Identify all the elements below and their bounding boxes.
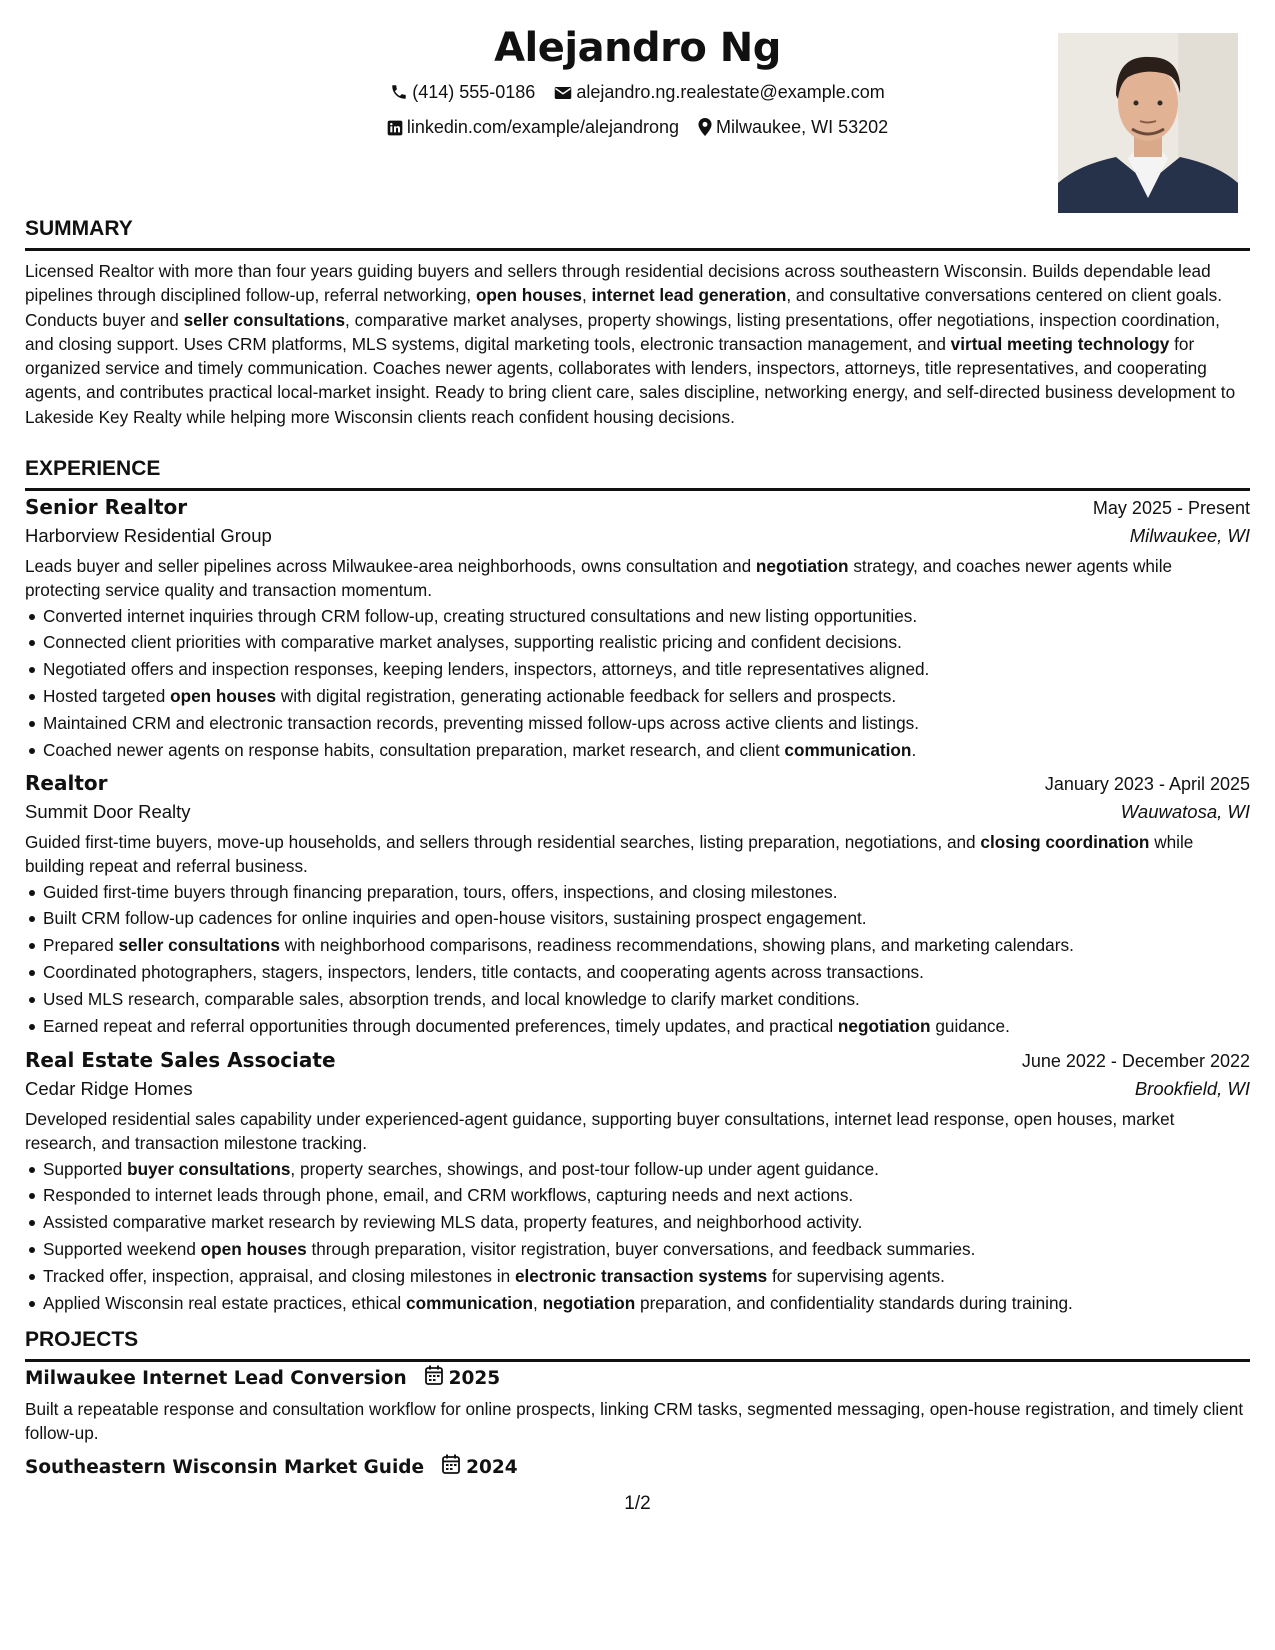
job-company: Harborview Residential Group: [25, 525, 272, 546]
text-run: Negotiated offers and inspection responses, keeping lenders, inspectors, attorneys, and title representatives aligned.: [43, 659, 930, 680]
job-bullets: [25, 603, 1250, 764]
bullet-item: [43, 986, 1250, 1013]
text-run: Hosted targeted: [43, 685, 171, 706]
text-run: Supported: [43, 1158, 128, 1179]
text-run: through preparation, visitor registration, buyer conversations, and feedback summaries.: [306, 1238, 976, 1259]
text-run: Maintained CRM and electronic transaction records, preventing missed follow-ups across active clients and listings.: [43, 712, 920, 733]
project-title: Milwaukee Internet Lead Conversion: [25, 1368, 407, 1389]
project-entry: [25, 1365, 1250, 1446]
bullet-item: [43, 879, 1250, 906]
text-run: .: [911, 739, 917, 760]
text-run: with neighborhood comparisons, readiness recommendations, showing plans, and marketing calendars.: [279, 935, 1074, 956]
project-year: 2024: [466, 1457, 518, 1478]
text-run: Prepared: [43, 935, 119, 956]
bold-keyword: electronic transaction systems: [514, 1265, 768, 1286]
email-contact[interactable]: [554, 80, 884, 107]
bold-keyword: buyer consultations: [127, 1158, 291, 1179]
bullet-item: [43, 1209, 1250, 1236]
text-run: , property searches, showings, and post-tour follow-up under agent guidance.: [290, 1158, 879, 1179]
text-run: with digital registration, generating actionable feedback for sellers and prospects.: [276, 685, 897, 706]
job-bullets: [25, 879, 1250, 1040]
job-dates: May 2025 - Present: [1092, 498, 1250, 518]
job-title-row: [25, 493, 1250, 522]
text-run: , comparative market analyses, property showings, listing presentations, offer negotiations, inspection coordination, and closing support. Uses CRM platforms, MLS systems, digital marketing tools, electronic transaction management, and: [25, 309, 1220, 354]
bullet-item: [43, 629, 1250, 656]
bullet-item: [43, 710, 1250, 737]
bullet-item: [43, 603, 1250, 630]
bold-keyword: closing coordination: [980, 832, 1150, 852]
bold-keyword: seller consultations: [118, 935, 280, 956]
bullet-item: [43, 683, 1250, 710]
bullet-item: [43, 1013, 1250, 1040]
text-run: for supervising agents.: [767, 1265, 945, 1286]
text-run: Connected client priorities with comparative market analyses, supporting realistic pricing and confident decisions.: [43, 632, 902, 653]
linkedin-icon: [387, 118, 403, 142]
job-org-row: [25, 1075, 1250, 1103]
bullet-item: [43, 959, 1250, 986]
job-title: Real Estate Sales Associate: [25, 1048, 336, 1072]
location-contact: [698, 115, 888, 142]
text-run: while building repeat and referral business.: [25, 832, 1194, 877]
job-location: Wauwatosa, WI: [1120, 801, 1250, 822]
calendar-icon: [425, 1365, 443, 1393]
text-run: Coordinated photographers, stagers, inspectors, lenders, title contacts, and cooperating agents across transactions.: [43, 961, 924, 982]
linkedin-contact[interactable]: [387, 115, 679, 142]
job-org-row: [25, 798, 1250, 826]
text-run: Supported weekend: [43, 1238, 201, 1259]
bullet-item: [43, 737, 1250, 764]
bold-keyword: seller consultations: [183, 309, 346, 330]
text-run: Converted internet inquiries through CRM follow-up, creating structured consultations and new listing opportunities.: [43, 605, 918, 626]
project-title: Southeastern Wisconsin Market Guide: [25, 1457, 425, 1478]
job-dates: June 2022 - December 2022: [1021, 1051, 1250, 1071]
text-run: Earned repeat and referral opportunities through documented preferences, timely updates, and practical: [43, 1015, 838, 1036]
bold-keyword: negotiation: [755, 556, 849, 576]
section-heading: SUMMARY: [25, 216, 1250, 251]
text-run: preparation, and confidentiality standards during training.: [635, 1292, 1073, 1313]
experience-entry: [25, 769, 1250, 1039]
bullet-item: [43, 932, 1250, 959]
text-run: , and consultative conversations centered on client goals. Conducts buyer and: [25, 285, 1223, 330]
resume-page: [25, 0, 1250, 1650]
projects-section: [25, 1327, 1250, 1362]
text-run: Guided first-time buyers through financing preparation, tours, offers, inspections, and closing milestones.: [43, 881, 838, 902]
bold-keyword: negotiation: [837, 1015, 931, 1036]
job-location: Brookfield, WI: [1134, 1078, 1250, 1099]
phone-text: (414) 555-0186: [412, 82, 536, 102]
phone-icon: [390, 83, 408, 107]
bullet-item: [43, 1182, 1250, 1209]
job-company: Cedar Ridge Homes: [25, 1078, 193, 1099]
project-description: Built a repeatable response and consultation workflow for online prospects, linking CRM tasks, segmented messaging, open-house registration, and timely client follow-up.: [25, 1399, 1244, 1444]
job-dates: January 2023 - April 2025: [1044, 774, 1250, 794]
bold-keyword: open houses: [200, 1238, 307, 1259]
bullet-item: [43, 905, 1250, 932]
bullet-item: [43, 1236, 1250, 1263]
text-run: Used MLS research, comparable sales, absorption trends, and local knowledge to clarify market conditions.: [43, 988, 860, 1009]
job-bullets: [25, 1156, 1250, 1317]
project-header: [25, 1454, 1250, 1482]
job-location: Milwaukee, WI: [1129, 525, 1250, 546]
location-text: Milwaukee, WI 53202: [716, 117, 889, 137]
bullet-item: [43, 1290, 1250, 1317]
summary-section: [25, 216, 1250, 429]
bold-keyword: virtual meeting technology: [950, 333, 1170, 354]
text-run: Responded to internet leads through phone, email, and CRM workflows, capturing needs and next actions.: [43, 1185, 854, 1206]
text-run: Guided first-time buyers, move-up households, and sellers through residential searches, listing preparation, negotiations, and: [25, 832, 981, 852]
envelope-icon: [554, 83, 572, 107]
job-title: Senior Realtor: [25, 495, 188, 519]
text-run: guidance.: [930, 1015, 1010, 1036]
map-pin-icon: [698, 118, 712, 142]
summary-text: [25, 259, 1250, 429]
bold-keyword: internet lead generation: [591, 285, 787, 306]
job-company: Summit Door Realty: [25, 801, 191, 822]
phone-contact[interactable]: [390, 80, 535, 107]
experience-entry: [25, 493, 1250, 763]
text-run: Assisted comparative market research by reviewing MLS data, property features, and neighborhood activity.: [43, 1212, 863, 1233]
text-run: Developed residential sales capability under experienced-agent guidance, supporting buyer consultations, internet lead response, open houses, market research, and transaction milestone tracking.: [25, 1109, 1175, 1154]
job-summary: [25, 554, 1250, 603]
project-year: 2025: [448, 1368, 501, 1389]
text-run: Built CRM follow-up cadences for online inquiries and open-house visitors, sustaining prospect engagement.: [43, 908, 867, 929]
text-run: Leads buyer and seller pipelines across Milwaukee-area neighborhoods, owns consultation and: [25, 556, 756, 576]
text-run: Tracked offer, inspection, appraisal, and closing milestones in: [43, 1265, 515, 1286]
bold-keyword: communication: [784, 739, 912, 760]
page-number: 1/2: [624, 1493, 651, 1514]
text-run: for organized service and timely communication. Coaches newer agents, collaborates with lenders, inspectors, attorneys, title representatives, and cooperating agents, and contributes practical local-market insight. Ready to bring client care, sales discipline, networking energy, and self-directed business development to Lakeside Key Realty while helping more Wisconsin clients reach confident housing decisions.: [25, 333, 1236, 427]
project-entry: [25, 1454, 1250, 1482]
experience-section: [25, 456, 1250, 491]
linkedin-text: linkedin.com/example/alejandrong: [406, 117, 680, 137]
experience-entry: [25, 1046, 1250, 1316]
bold-keyword: communication: [406, 1292, 534, 1313]
calendar-icon: [442, 1454, 460, 1482]
job-title-row: [25, 769, 1250, 798]
project-header: [25, 1365, 1250, 1393]
text-run: ,: [533, 1292, 543, 1313]
profile-photo: [1058, 33, 1238, 213]
job-title: Realtor: [25, 771, 108, 795]
email-text: alejandro.ng.realestate@example.com: [576, 82, 885, 102]
bullet-item: [43, 1263, 1250, 1290]
job-summary: [25, 830, 1250, 879]
candidate-name: Alejandro Ng: [494, 25, 781, 71]
bold-keyword: open houses: [170, 685, 277, 706]
job-org-row: [25, 522, 1250, 550]
job-summary: [25, 1107, 1250, 1156]
bullet-item: [43, 1156, 1250, 1183]
text-run: ,: [581, 285, 592, 306]
job-title-row: [25, 1046, 1250, 1075]
section-heading: EXPERIENCE: [25, 456, 1250, 491]
bold-keyword: negotiation: [542, 1292, 636, 1313]
text-run: Coached newer agents on response habits, consultation preparation, market research, and client: [43, 739, 785, 760]
bullet-item: [43, 656, 1250, 683]
section-heading: PROJECTS: [25, 1327, 1250, 1362]
bold-keyword: open houses: [475, 285, 582, 306]
text-run: Applied Wisconsin real estate practices, ethical: [43, 1292, 407, 1313]
text-run: Licensed Realtor with more than four years guiding buyers and sellers through residential decisions across southeastern Wisconsin. Builds dependable lead pipelines through disciplined follow-up, referral networking,: [25, 261, 1211, 306]
text-run: strategy, and coaches newer agents while protecting service quality and transaction momentum.: [25, 556, 1173, 601]
